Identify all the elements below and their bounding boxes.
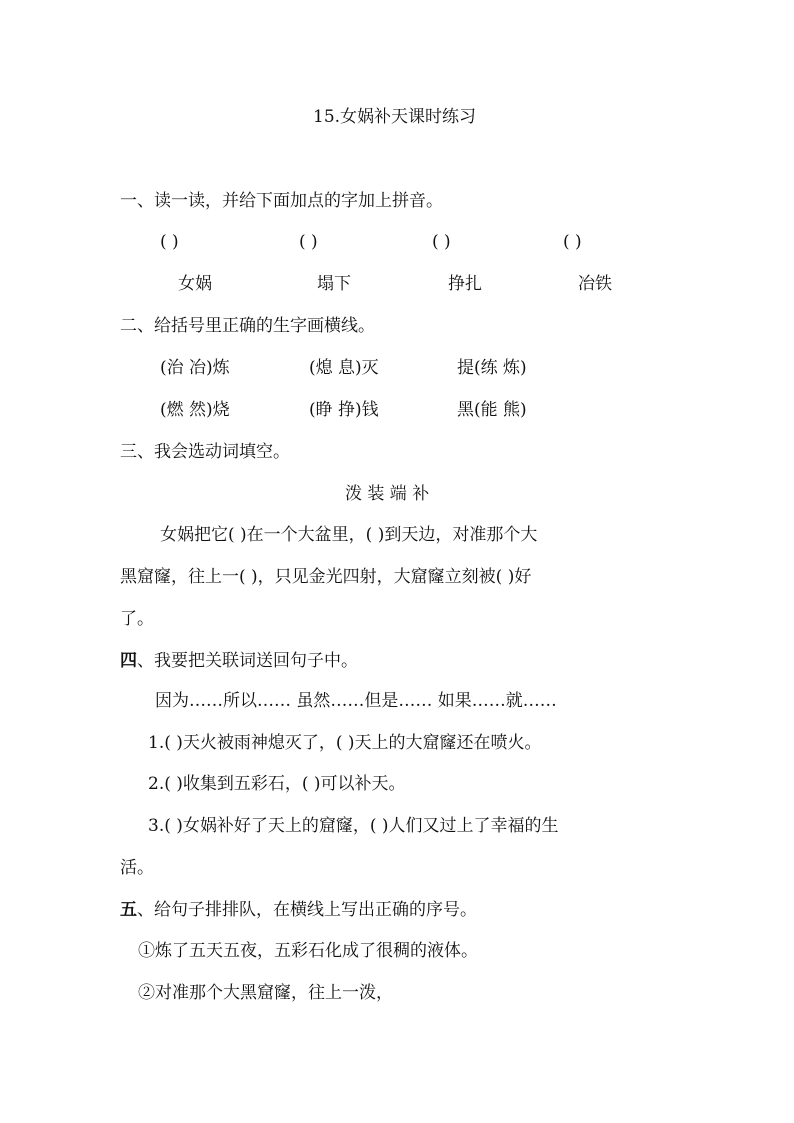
choice-item-1: (治 冶)炼 (160, 358, 230, 378)
section-5-heading-text: 、给句子排排队，在横线上写出正确的序号。 (137, 900, 477, 920)
sentence-item-1: ①炼了五天五夜，五彩石化成了很稠的液体。 (138, 941, 478, 961)
conjunction-options: 因为……所以…… 虽然……但是…… 如果……就…… (155, 691, 557, 711)
section-4-heading (120, 650, 358, 672)
section-4-heading-text: 、我要把关联词送回句子中。 (137, 651, 358, 671)
page-title: 15.女娲补天课时练习 (313, 107, 477, 127)
section-3-heading: 三、我会选动词填空。 (120, 442, 290, 462)
choice-item-3: 提(练 炼) (457, 358, 527, 378)
choice-item-2: (熄 息)灭 (309, 358, 379, 378)
pinyin-bracket-1: ( ) (160, 232, 179, 252)
question-3-line-2: 活。 (120, 858, 154, 878)
fill-paragraph-line-1: 女娲把它( )在一个大盆里，( )到天边，对准那个大 (160, 525, 538, 545)
choice-item-4: (燃 然)烧 (160, 400, 230, 420)
pinyin-bracket-4: ( ) (563, 232, 582, 252)
pinyin-bracket-3: ( ) (432, 232, 451, 252)
verb-options: 泼 装 端 补 (345, 484, 430, 504)
word-3: 挣扎 (448, 274, 482, 294)
word-4: 冶铁 (578, 274, 612, 294)
word-1: 女娲 (178, 274, 212, 294)
choice-item-6: 黑(能 熊) (457, 400, 527, 420)
section-1-heading: 一、读一读，并给下面加点的字加上拼音。 (120, 191, 443, 211)
fill-paragraph-line-2: 黑窟窿，往上一( )，只见金光四射，大窟窿立刻被( )好 (120, 567, 532, 587)
question-1: 1.( )天火被雨神熄灭了，( )天上的大窟窿还在喷火。 (148, 733, 542, 753)
section-5-number: 五 (120, 900, 137, 920)
question-2: 2.( )收集到五彩石，( )可以补天。 (148, 774, 406, 794)
section-5-heading (120, 899, 477, 921)
choice-item-5: (睁 挣)钱 (309, 400, 379, 420)
fill-paragraph-line-3: 了。 (120, 609, 154, 629)
word-2: 塌下 (317, 274, 351, 294)
section-2-heading: 二、给括号里正确的生字画横线。 (120, 316, 375, 336)
sentence-item-2: ②对准那个大黑窟窿，往上一泼， (138, 983, 393, 1003)
question-3-line-1: 3.( )女娲补好了天上的窟窿，( )人们又过上了幸福的生 (148, 816, 559, 836)
pinyin-bracket-2: ( ) (299, 232, 318, 252)
section-4-number: 四 (120, 651, 137, 671)
